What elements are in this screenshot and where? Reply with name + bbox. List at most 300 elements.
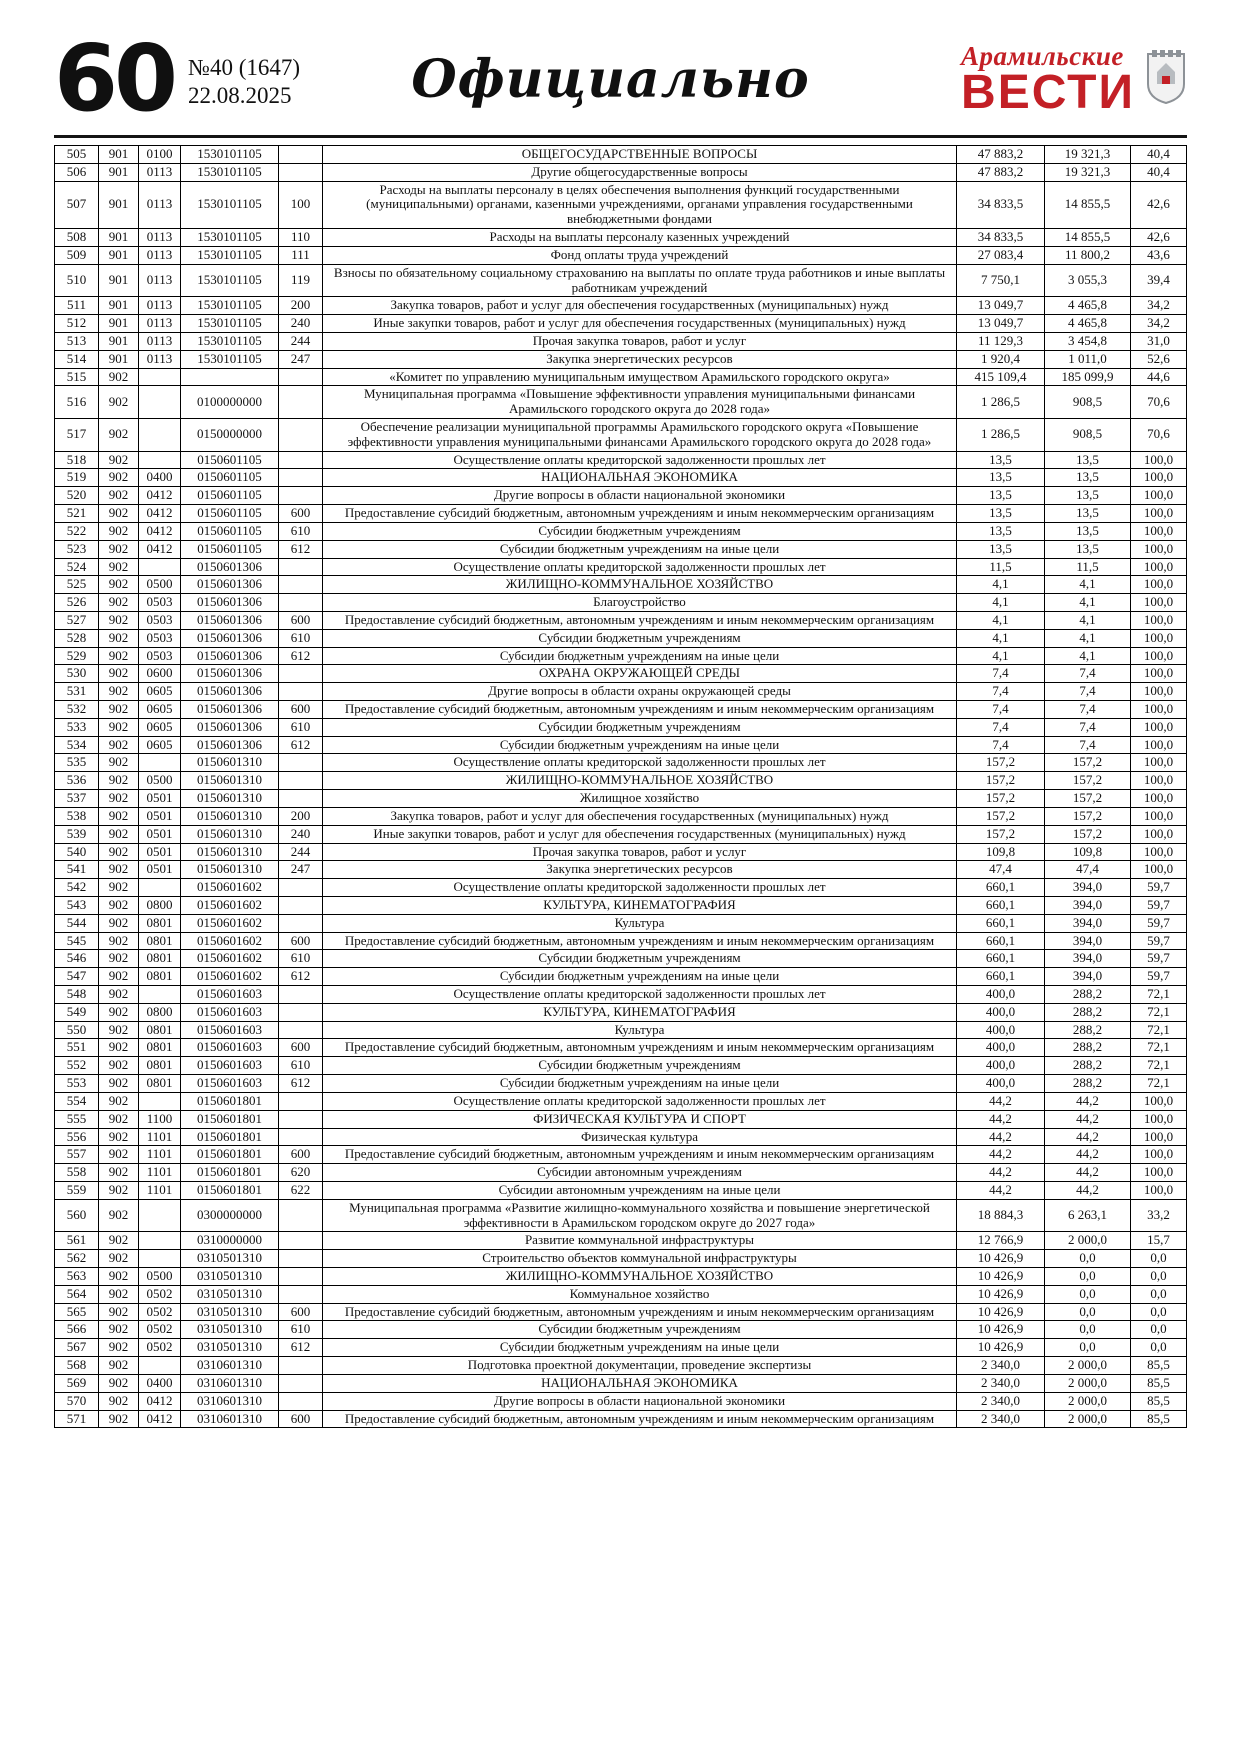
section-code — [139, 368, 181, 386]
expense-type-code — [279, 1003, 323, 1021]
row-number: 550 — [55, 1021, 99, 1039]
grbs-code: 902 — [99, 1021, 139, 1039]
approved-amount: 44,2 — [957, 1181, 1045, 1199]
section-code: 0113 — [139, 246, 181, 264]
name: Другие общегосударственные вопросы — [323, 163, 957, 181]
percent: 100,0 — [1131, 665, 1187, 683]
approved-amount: 44,2 — [957, 1092, 1045, 1110]
row-number: 535 — [55, 754, 99, 772]
percent: 100,0 — [1131, 718, 1187, 736]
grbs-code: 902 — [99, 1075, 139, 1093]
section-code: 0100 — [139, 146, 181, 164]
row-number: 539 — [55, 825, 99, 843]
executed-amount: 7,4 — [1045, 683, 1131, 701]
grbs-code: 901 — [99, 246, 139, 264]
section-code — [139, 986, 181, 1004]
name: Муниципальная программа «Развитие жилищно-коммунального хозяйства и повышение энергетической эффективности в Арамильском городском округе до 2027 года» — [323, 1199, 957, 1232]
grbs-code: 901 — [99, 163, 139, 181]
name: ЖИЛИЩНО-КОММУНАЛЬНОЕ ХОЗЯЙСТВО — [323, 1268, 957, 1286]
name: Закупка энергетических ресурсов — [323, 350, 957, 368]
target-article-code: 0150601306 — [181, 647, 279, 665]
section-code: 0412 — [139, 487, 181, 505]
section-code: 0412 — [139, 1410, 181, 1428]
name: «Комитет по управлению муниципальным имуществом Арамильского городского округа» — [323, 368, 957, 386]
grbs-code: 902 — [99, 1339, 139, 1357]
table-row — [55, 332, 1187, 350]
percent: 15,7 — [1131, 1232, 1187, 1250]
target-article-code: 1530101105 — [181, 246, 279, 264]
expense-type-code: 610 — [279, 522, 323, 540]
table-row — [55, 522, 1187, 540]
approved-amount: 13,5 — [957, 469, 1045, 487]
section-code — [139, 754, 181, 772]
table-row — [55, 1110, 1187, 1128]
table-row — [55, 896, 1187, 914]
table-row — [55, 1003, 1187, 1021]
row-number: 544 — [55, 914, 99, 932]
target-article-code: 0150601801 — [181, 1128, 279, 1146]
name: КУЛЬТУРА, КИНЕМАТОГРАФИЯ — [323, 896, 957, 914]
target-article-code: 0150601310 — [181, 825, 279, 843]
grbs-code: 902 — [99, 611, 139, 629]
grbs-code: 902 — [99, 772, 139, 790]
percent: 0,0 — [1131, 1285, 1187, 1303]
row-number: 538 — [55, 807, 99, 825]
approved-amount: 11 129,3 — [957, 332, 1045, 350]
approved-amount: 400,0 — [957, 1057, 1045, 1075]
target-article-code: 0150601603 — [181, 1039, 279, 1057]
executed-amount: 288,2 — [1045, 1021, 1131, 1039]
table-row — [55, 1410, 1187, 1428]
percent: 0,0 — [1131, 1250, 1187, 1268]
executed-amount: 0,0 — [1045, 1303, 1131, 1321]
target-article-code: 0150601801 — [181, 1110, 279, 1128]
expense-type-code — [279, 772, 323, 790]
executed-amount: 7,4 — [1045, 701, 1131, 719]
row-number: 563 — [55, 1268, 99, 1286]
approved-amount: 10 426,9 — [957, 1339, 1045, 1357]
row-number: 554 — [55, 1092, 99, 1110]
grbs-code: 902 — [99, 879, 139, 897]
row-number: 527 — [55, 611, 99, 629]
section-code — [139, 1250, 181, 1268]
percent: 100,0 — [1131, 754, 1187, 772]
newspaper-brand — [961, 41, 1187, 120]
expense-type-code — [279, 1021, 323, 1039]
expense-type-code — [279, 558, 323, 576]
section-code: 0113 — [139, 229, 181, 247]
row-number: 557 — [55, 1146, 99, 1164]
target-article-code: 0150601105 — [181, 469, 279, 487]
approved-amount: 1 286,5 — [957, 386, 1045, 419]
percent: 85,5 — [1131, 1357, 1187, 1375]
table-row — [55, 1392, 1187, 1410]
percent: 100,0 — [1131, 540, 1187, 558]
expense-type-code — [279, 754, 323, 772]
row-number: 546 — [55, 950, 99, 968]
name: Предоставление субсидий бюджетным, автономным учреждениям и иным некоммерческим организациям — [323, 1146, 957, 1164]
expense-type-code: 600 — [279, 505, 323, 523]
approved-amount: 44,2 — [957, 1164, 1045, 1182]
percent: 100,0 — [1131, 1110, 1187, 1128]
grbs-code: 902 — [99, 1146, 139, 1164]
target-article-code: 0100000000 — [181, 386, 279, 419]
approved-amount: 660,1 — [957, 950, 1045, 968]
target-article-code: 0310501310 — [181, 1250, 279, 1268]
percent: 100,0 — [1131, 790, 1187, 808]
expense-type-code: 247 — [279, 350, 323, 368]
executed-amount: 185 099,9 — [1045, 368, 1131, 386]
table-row — [55, 1250, 1187, 1268]
percent: 59,7 — [1131, 914, 1187, 932]
approved-amount: 44,2 — [957, 1110, 1045, 1128]
percent: 85,5 — [1131, 1392, 1187, 1410]
executed-amount: 288,2 — [1045, 1003, 1131, 1021]
target-article-code: 0310501310 — [181, 1339, 279, 1357]
executed-amount: 0,0 — [1045, 1285, 1131, 1303]
section-code: 1100 — [139, 1110, 181, 1128]
grbs-code: 902 — [99, 1164, 139, 1182]
target-article-code: 0150601310 — [181, 790, 279, 808]
percent: 0,0 — [1131, 1339, 1187, 1357]
table-row — [55, 451, 1187, 469]
table-row — [55, 914, 1187, 932]
table-row — [55, 163, 1187, 181]
table-row — [55, 1321, 1187, 1339]
name: Предоставление субсидий бюджетным, автономным учреждениям и иным некоммерческим организациям — [323, 1039, 957, 1057]
target-article-code: 0300000000 — [181, 1199, 279, 1232]
grbs-code: 902 — [99, 1092, 139, 1110]
grbs-code: 902 — [99, 469, 139, 487]
row-number: 520 — [55, 487, 99, 505]
target-article-code: 0150601801 — [181, 1164, 279, 1182]
expense-type-code — [279, 469, 323, 487]
expense-type-code — [279, 1128, 323, 1146]
row-number: 542 — [55, 879, 99, 897]
section-code — [139, 879, 181, 897]
table-row — [55, 879, 1187, 897]
executed-amount: 4,1 — [1045, 576, 1131, 594]
approved-amount: 7 750,1 — [957, 264, 1045, 297]
executed-amount: 13,5 — [1045, 522, 1131, 540]
row-number: 531 — [55, 683, 99, 701]
executed-amount: 2 000,0 — [1045, 1357, 1131, 1375]
section-code: 0113 — [139, 181, 181, 228]
approved-amount: 2 340,0 — [957, 1374, 1045, 1392]
executed-amount: 11,5 — [1045, 558, 1131, 576]
grbs-code: 902 — [99, 487, 139, 505]
row-number: 553 — [55, 1075, 99, 1093]
name: Субсидии бюджетным учреждениям на иные цели — [323, 968, 957, 986]
expense-type-code: 600 — [279, 1303, 323, 1321]
grbs-code: 902 — [99, 736, 139, 754]
grbs-code: 901 — [99, 181, 139, 228]
percent: 72,1 — [1131, 1021, 1187, 1039]
approved-amount: 13,5 — [957, 451, 1045, 469]
percent: 100,0 — [1131, 647, 1187, 665]
row-number: 512 — [55, 315, 99, 333]
percent: 0,0 — [1131, 1268, 1187, 1286]
table-row — [55, 932, 1187, 950]
grbs-code: 902 — [99, 1128, 139, 1146]
section-code: 0502 — [139, 1321, 181, 1339]
section-code — [139, 419, 181, 452]
name: Субсидии бюджетным учреждениям на иные цели — [323, 736, 957, 754]
target-article-code: 1530101105 — [181, 146, 279, 164]
expense-type-code — [279, 163, 323, 181]
grbs-code: 902 — [99, 1357, 139, 1375]
budget-table — [54, 145, 1187, 1428]
grbs-code: 902 — [99, 594, 139, 612]
section-code — [139, 1357, 181, 1375]
name: Закупка товаров, работ и услуг для обеспечения государственных (муниципальных) нужд — [323, 807, 957, 825]
percent: 0,0 — [1131, 1303, 1187, 1321]
expense-type-code: 610 — [279, 1321, 323, 1339]
coat-of-arms-icon — [1145, 48, 1187, 111]
executed-amount: 4,1 — [1045, 611, 1131, 629]
section-code: 0500 — [139, 1268, 181, 1286]
name: Жилищное хозяйство — [323, 790, 957, 808]
percent: 100,0 — [1131, 629, 1187, 647]
percent: 59,7 — [1131, 950, 1187, 968]
expense-type-code — [279, 896, 323, 914]
grbs-code: 901 — [99, 264, 139, 297]
table-row — [55, 469, 1187, 487]
target-article-code: 0150601306 — [181, 701, 279, 719]
approved-amount: 157,2 — [957, 807, 1045, 825]
name: Осуществление оплаты кредиторской задолженности прошлых лет — [323, 1092, 957, 1110]
masthead-left — [54, 25, 301, 133]
percent: 100,0 — [1131, 611, 1187, 629]
percent: 100,0 — [1131, 861, 1187, 879]
executed-amount: 14 855,5 — [1045, 229, 1131, 247]
section-code: 0501 — [139, 843, 181, 861]
row-number: 532 — [55, 701, 99, 719]
row-number: 562 — [55, 1250, 99, 1268]
target-article-code: 0150601306 — [181, 629, 279, 647]
table-row — [55, 576, 1187, 594]
executed-amount: 4 465,8 — [1045, 315, 1131, 333]
grbs-code: 902 — [99, 914, 139, 932]
target-article-code: 0150601602 — [181, 932, 279, 950]
table-row — [55, 505, 1187, 523]
grbs-code: 902 — [99, 1199, 139, 1232]
issue-number: №40 (1647) — [188, 54, 301, 80]
page-number: 60 — [54, 25, 175, 133]
percent: 100,0 — [1131, 807, 1187, 825]
approved-amount: 660,1 — [957, 914, 1045, 932]
table-row — [55, 950, 1187, 968]
table-row — [55, 807, 1187, 825]
table-row — [55, 246, 1187, 264]
expense-type-code: 610 — [279, 1057, 323, 1075]
approved-amount: 157,2 — [957, 772, 1045, 790]
row-number: 556 — [55, 1128, 99, 1146]
table-row — [55, 1146, 1187, 1164]
expense-type-code — [279, 1199, 323, 1232]
percent: 85,5 — [1131, 1374, 1187, 1392]
executed-amount: 157,2 — [1045, 790, 1131, 808]
grbs-code: 902 — [99, 790, 139, 808]
grbs-code: 902 — [99, 896, 139, 914]
section-code — [139, 1092, 181, 1110]
target-article-code: 0310601310 — [181, 1374, 279, 1392]
approved-amount: 1 920,4 — [957, 350, 1045, 368]
row-number: 519 — [55, 469, 99, 487]
row-number: 529 — [55, 647, 99, 665]
name: Муниципальная программа «Повышение эффективности управления муниципальными финансами Арамильского городского округа до 2028 года» — [323, 386, 957, 419]
name: Субсидии бюджетным учреждениям — [323, 1321, 957, 1339]
row-number: 570 — [55, 1392, 99, 1410]
section-code: 1101 — [139, 1146, 181, 1164]
table-row — [55, 1268, 1187, 1286]
percent: 59,7 — [1131, 879, 1187, 897]
executed-amount: 908,5 — [1045, 419, 1131, 452]
expense-type-code: 610 — [279, 950, 323, 968]
table-row — [55, 1357, 1187, 1375]
grbs-code: 902 — [99, 1003, 139, 1021]
grbs-code: 902 — [99, 932, 139, 950]
name: Осуществление оплаты кредиторской задолженности прошлых лет — [323, 754, 957, 772]
name: Предоставление субсидий бюджетным, автономным учреждениям и иным некоммерческим организациям — [323, 932, 957, 950]
target-article-code: 0150601602 — [181, 968, 279, 986]
target-article-code: 0150601602 — [181, 950, 279, 968]
grbs-code: 902 — [99, 1250, 139, 1268]
target-article-code: 0150601602 — [181, 896, 279, 914]
executed-amount: 13,5 — [1045, 469, 1131, 487]
section-code: 0501 — [139, 790, 181, 808]
target-article-code: 0150601310 — [181, 843, 279, 861]
name: Субсидии бюджетным учреждениям — [323, 522, 957, 540]
executed-amount: 4,1 — [1045, 629, 1131, 647]
percent: 72,1 — [1131, 1075, 1187, 1093]
expense-type-code — [279, 1268, 323, 1286]
target-article-code: 0150601310 — [181, 861, 279, 879]
brand-name-bottom: ВЕСТИ — [961, 66, 1135, 120]
percent: 72,1 — [1131, 986, 1187, 1004]
section-code: 1101 — [139, 1164, 181, 1182]
approved-amount: 10 426,9 — [957, 1303, 1045, 1321]
section-code — [139, 1199, 181, 1232]
approved-amount: 7,4 — [957, 665, 1045, 683]
percent: 42,6 — [1131, 181, 1187, 228]
table-row — [55, 146, 1187, 164]
table-row — [55, 1374, 1187, 1392]
grbs-code: 902 — [99, 1374, 139, 1392]
section-code — [139, 386, 181, 419]
name: Прочая закупка товаров, работ и услуг — [323, 332, 957, 350]
section-code: 0503 — [139, 611, 181, 629]
grbs-code: 902 — [99, 505, 139, 523]
table-row — [55, 683, 1187, 701]
masthead — [54, 25, 1187, 138]
grbs-code: 902 — [99, 1321, 139, 1339]
section-code: 0412 — [139, 505, 181, 523]
name: Субсидии бюджетным учреждениям на иные цели — [323, 1075, 957, 1093]
section-code — [139, 558, 181, 576]
percent: 44,6 — [1131, 368, 1187, 386]
executed-amount: 0,0 — [1045, 1339, 1131, 1357]
grbs-code: 902 — [99, 368, 139, 386]
name: ЖИЛИЩНО-КОММУНАЛЬНОЕ ХОЗЯЙСТВО — [323, 772, 957, 790]
approved-amount: 400,0 — [957, 1021, 1045, 1039]
approved-amount: 13,5 — [957, 487, 1045, 505]
grbs-code: 902 — [99, 1268, 139, 1286]
executed-amount: 44,2 — [1045, 1128, 1131, 1146]
executed-amount: 4 465,8 — [1045, 297, 1131, 315]
name: НАЦИОНАЛЬНАЯ ЭКОНОМИКА — [323, 1374, 957, 1392]
name: Культура — [323, 914, 957, 932]
table-row — [55, 665, 1187, 683]
executed-amount: 13,5 — [1045, 451, 1131, 469]
name: Субсидии бюджетным учреждениям — [323, 1057, 957, 1075]
executed-amount: 288,2 — [1045, 1075, 1131, 1093]
target-article-code: 1530101105 — [181, 350, 279, 368]
approved-amount: 1 286,5 — [957, 419, 1045, 452]
approved-amount: 10 426,9 — [957, 1321, 1045, 1339]
expense-type-code: 244 — [279, 843, 323, 861]
name: Предоставление субсидий бюджетным, автономным учреждениям и иным некоммерческим организациям — [323, 701, 957, 719]
target-article-code: 0150601306 — [181, 594, 279, 612]
approved-amount: 7,4 — [957, 683, 1045, 701]
name: Субсидии бюджетным учреждениям на иные цели — [323, 647, 957, 665]
percent: 72,1 — [1131, 1039, 1187, 1057]
table-row — [55, 386, 1187, 419]
table-row — [55, 772, 1187, 790]
executed-amount: 394,0 — [1045, 914, 1131, 932]
executed-amount: 109,8 — [1045, 843, 1131, 861]
percent: 85,5 — [1131, 1410, 1187, 1428]
percent: 100,0 — [1131, 451, 1187, 469]
expense-type-code: 612 — [279, 968, 323, 986]
grbs-code: 902 — [99, 558, 139, 576]
table-row — [55, 718, 1187, 736]
approved-amount: 2 340,0 — [957, 1410, 1045, 1428]
approved-amount: 10 426,9 — [957, 1268, 1045, 1286]
percent: 59,7 — [1131, 896, 1187, 914]
percent: 100,0 — [1131, 1164, 1187, 1182]
section-code: 0503 — [139, 594, 181, 612]
target-article-code: 1530101105 — [181, 163, 279, 181]
section-code: 0503 — [139, 629, 181, 647]
table-row — [55, 1303, 1187, 1321]
section-code: 0605 — [139, 683, 181, 701]
expense-type-code — [279, 914, 323, 932]
expense-type-code — [279, 594, 323, 612]
percent: 100,0 — [1131, 683, 1187, 701]
section-code: 0500 — [139, 576, 181, 594]
executed-amount: 19 321,3 — [1045, 163, 1131, 181]
row-number: 537 — [55, 790, 99, 808]
approved-amount: 13,5 — [957, 522, 1045, 540]
target-article-code: 0150601306 — [181, 611, 279, 629]
name: Субсидии бюджетным учреждениям — [323, 950, 957, 968]
section-code: 0801 — [139, 932, 181, 950]
approved-amount: 7,4 — [957, 718, 1045, 736]
grbs-code: 901 — [99, 146, 139, 164]
expense-type-code — [279, 665, 323, 683]
executed-amount: 13,5 — [1045, 540, 1131, 558]
table-row — [55, 419, 1187, 452]
target-article-code: 0150601310 — [181, 807, 279, 825]
row-number: 569 — [55, 1374, 99, 1392]
expense-type-code: 200 — [279, 297, 323, 315]
row-number: 530 — [55, 665, 99, 683]
percent: 70,6 — [1131, 386, 1187, 419]
executed-amount: 394,0 — [1045, 932, 1131, 950]
expense-type-code — [279, 1092, 323, 1110]
executed-amount: 157,2 — [1045, 807, 1131, 825]
